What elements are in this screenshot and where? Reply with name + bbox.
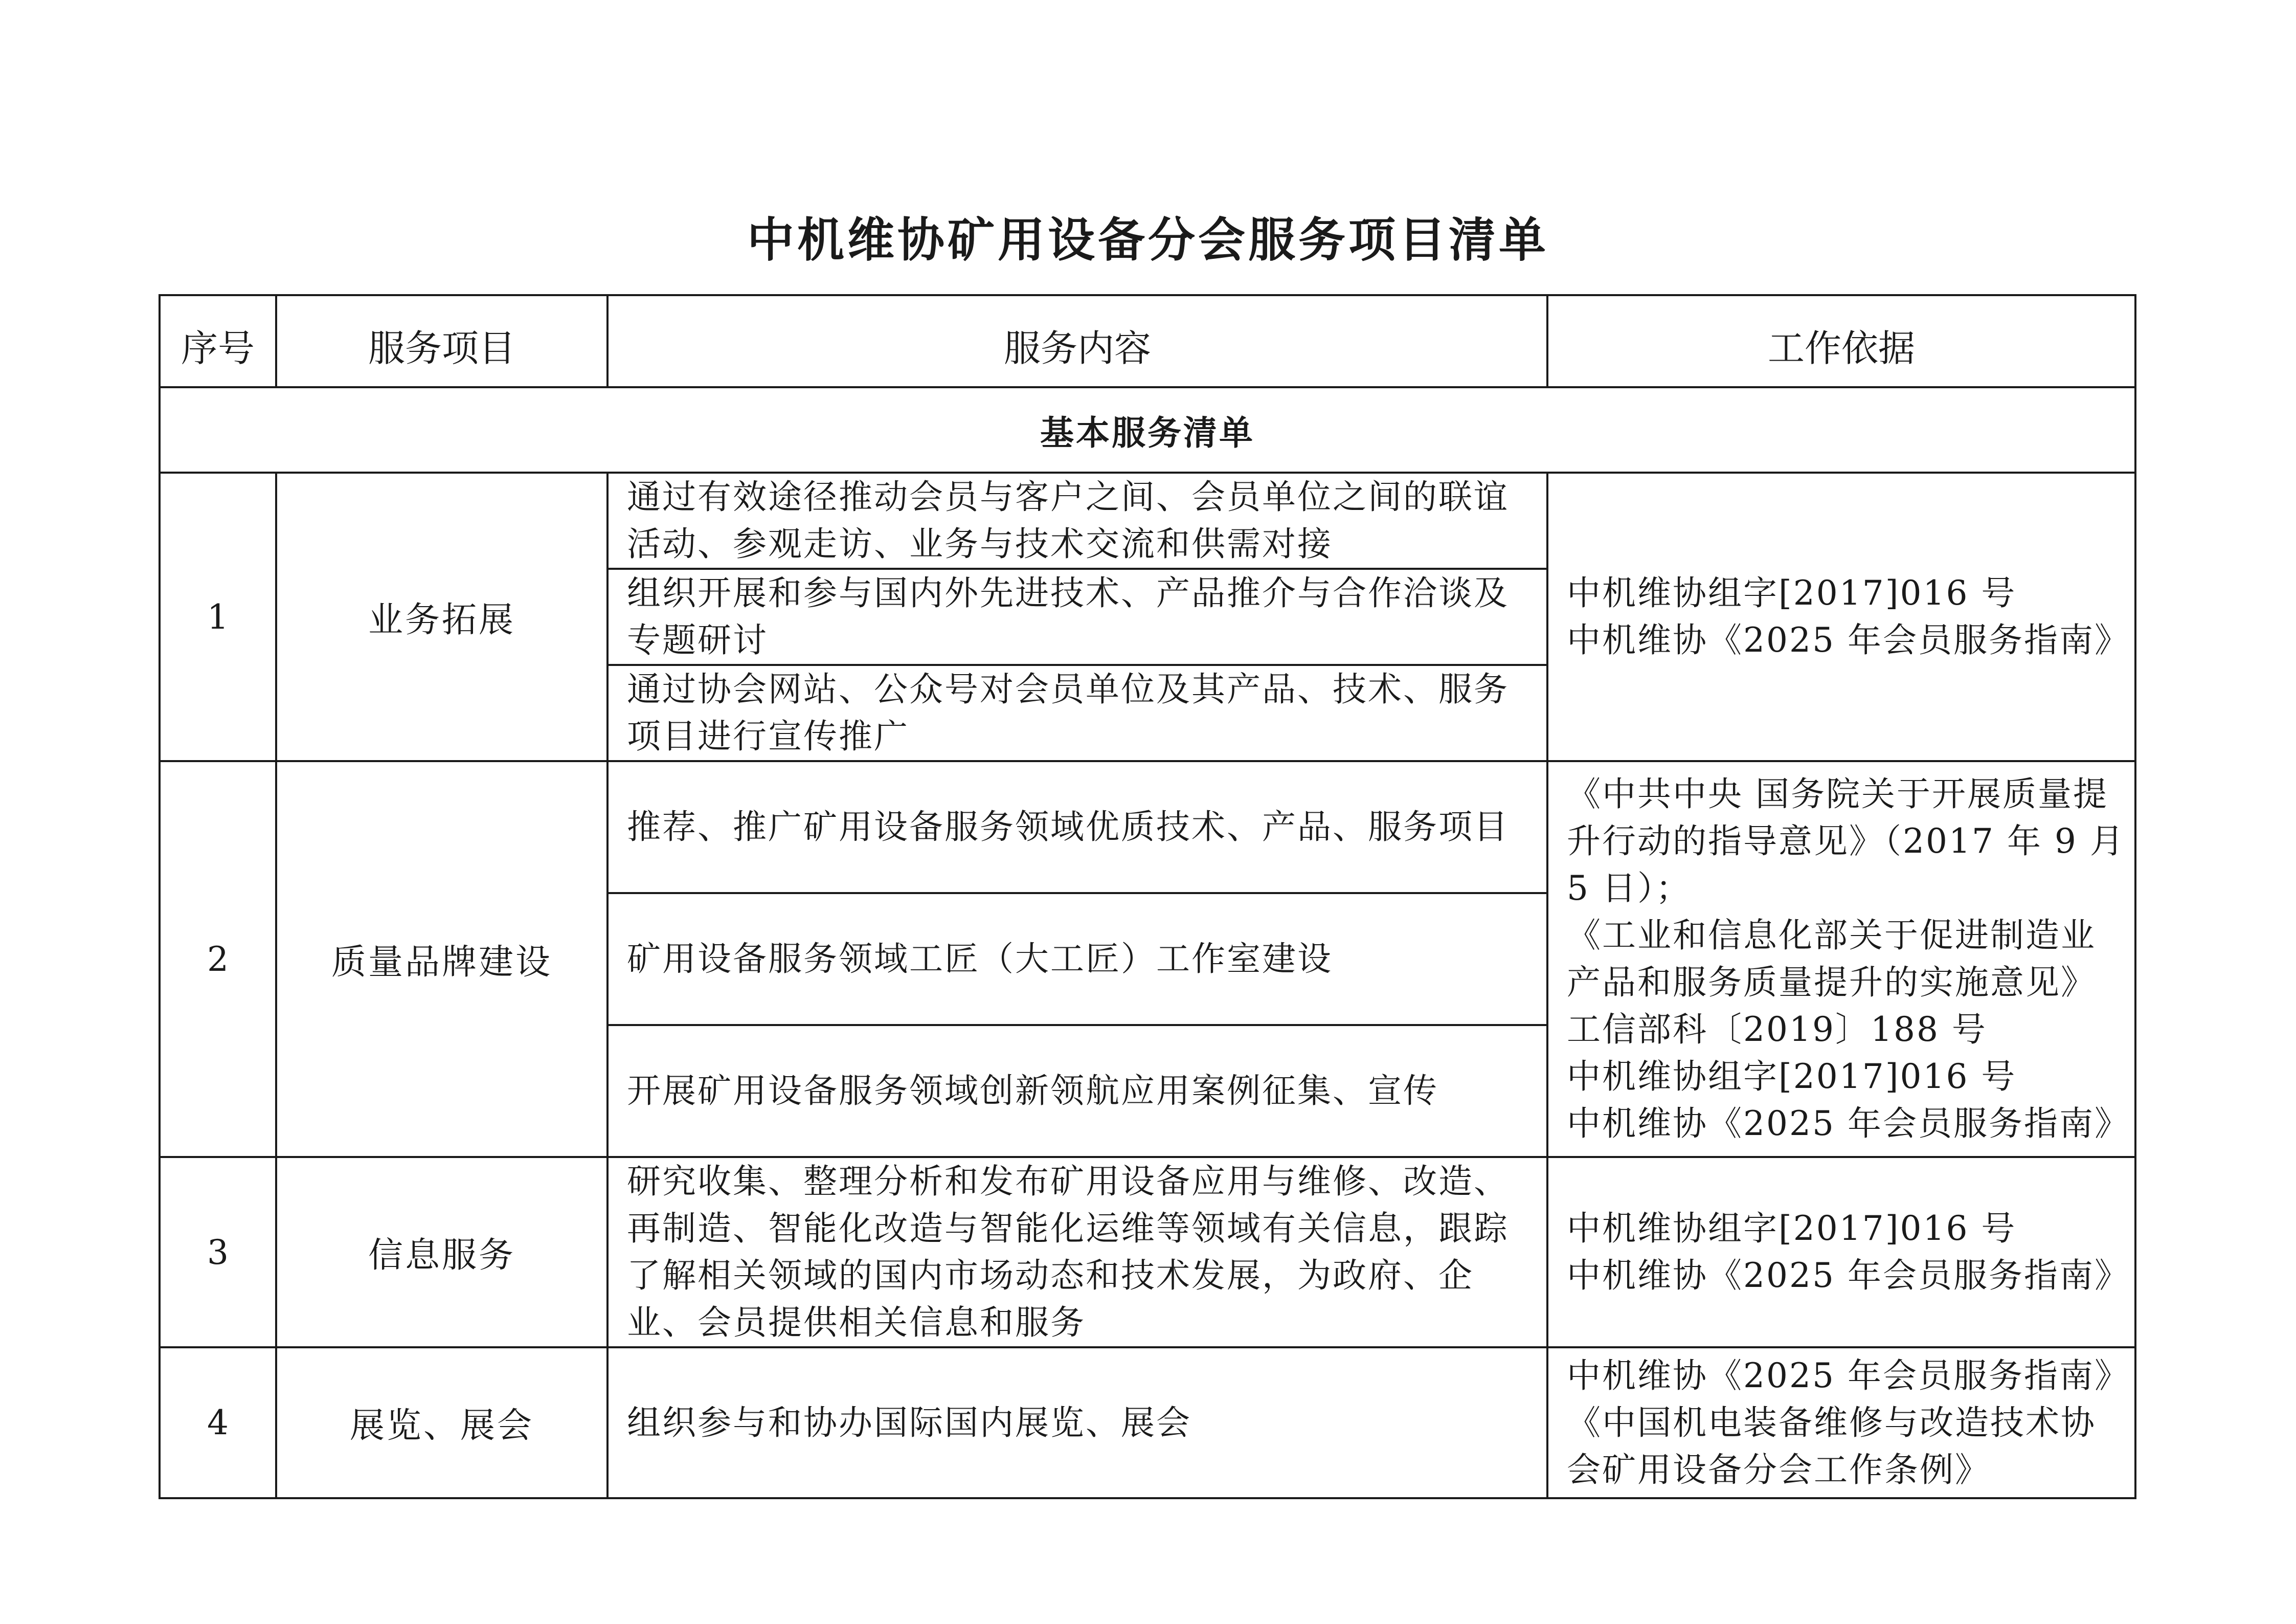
row-basis (1547, 761, 2135, 1157)
row-content: 组织开展和参与国内外先进技术、产品推介与合作洽谈及专题研讨 (607, 569, 1547, 665)
row-seq: 3 (160, 1157, 276, 1347)
row-item: 信息服务 (276, 1157, 607, 1347)
basis-line: 中机维协《2025 年会员服务指南》 (1567, 1104, 2130, 1143)
basis-line: 中机维协组字[2017]016 号 (1567, 573, 2017, 613)
row-content: 开展矿用设备服务领域创新领航应用案例征集、宣传 (607, 1025, 1547, 1157)
row-basis (1547, 1347, 2135, 1498)
basis-line: 中机维协《2025 年会员服务指南》 (1567, 620, 2130, 660)
row-item: 业务拓展 (276, 473, 607, 761)
page-title: 中机维协矿用设备分会服务项目清单 (747, 213, 1549, 268)
row-content: 组织参与和协办国际国内展览、展会 (607, 1347, 1547, 1498)
table-header-row (160, 295, 2135, 387)
row-content: 推荐、推广矿用设备服务领域优质技术、产品、服务项目 (607, 761, 1547, 893)
header-content: 服务内容 (607, 295, 1547, 387)
basis-line: 《工业和信息化部关于促进制造业产品和服务质量提升的实施意见》工信部科〔2019〕188 号 (1567, 916, 2096, 1049)
header-seq: 序号 (160, 295, 276, 387)
header-basis: 工作依据 (1547, 295, 2135, 387)
row-item: 质量品牌建设 (276, 761, 607, 1157)
row-basis (1547, 1157, 2135, 1347)
basis-line: 《中国机电装备维修与改造技术协会矿用设备分会工作条例》 (1567, 1403, 2096, 1489)
table-row (160, 761, 2135, 893)
row-seq: 4 (160, 1347, 276, 1498)
basis-line: 中机维协《2025 年会员服务指南》 (1567, 1355, 2130, 1395)
row-content: 通过有效途径推动会员与客户之间、会员单位之间的联谊活动、参观走访、业务与技术交流和供需对接 (607, 473, 1547, 569)
row-content: 矿用设备服务领域工匠（大工匠）工作室建设 (607, 893, 1547, 1025)
basis-line: 中机维协组字[2017]016 号 (1567, 1209, 2017, 1248)
row-seq: 2 (160, 761, 276, 1157)
section-title: 基本服务清单 (160, 387, 2135, 473)
section-row (160, 387, 2135, 473)
table-row (160, 1157, 2135, 1347)
service-list-table (159, 294, 2136, 1499)
table-row (160, 473, 2135, 569)
basis-line: 中机维协组字[2017]016 号 (1567, 1057, 2017, 1096)
basis-line: 中机维协《2025 年会员服务指南》 (1567, 1256, 2130, 1295)
row-seq: 1 (160, 473, 276, 761)
row-content: 通过协会网站、公众号对会员单位及其产品、技术、服务项目进行宣传推广 (607, 665, 1547, 761)
header-item: 服务项目 (276, 295, 607, 387)
basis-line: 《中共中央 国务院关于开展质量提升行动的指导意见》（2017 年 9 月 5 日）； (1567, 774, 2125, 908)
table-row (160, 1347, 2135, 1498)
row-content: 研究收集、整理分析和发布矿用设备应用与维修、改造、再制造、智能化改造与智能化运维等领域有关信息，跟踪了解相关领域的国内市场动态和技术发展，为政府、企业、会员提供相关信息和服务 (607, 1157, 1547, 1347)
row-item: 展览、展会 (276, 1347, 607, 1498)
row-basis (1547, 473, 2135, 761)
